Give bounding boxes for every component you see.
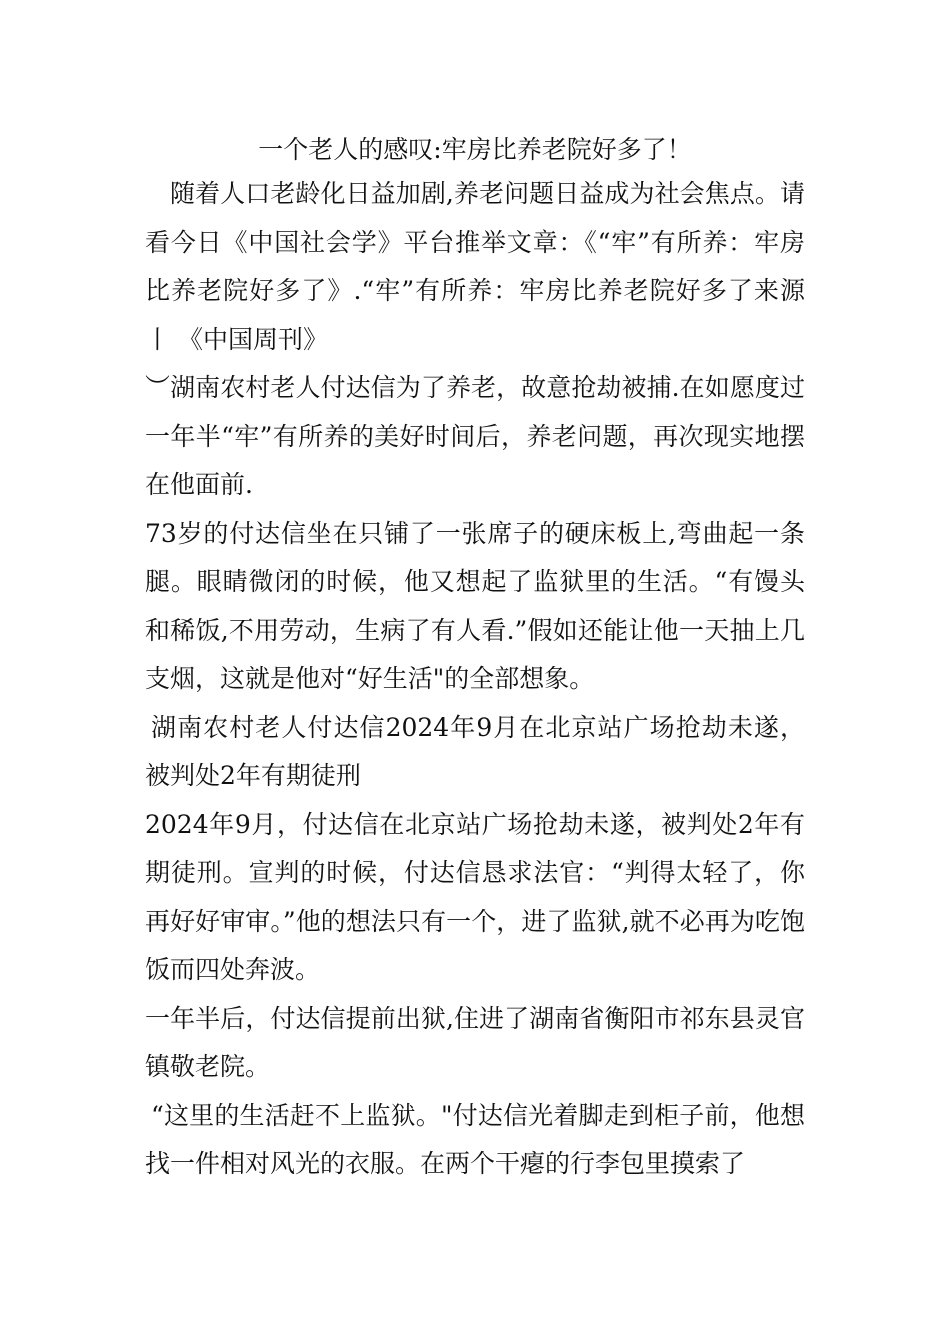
paragraph-prison-life: 73岁的付达信坐在只铺了一张席子的硬床板上,弯曲起一条腿。眼睛微闭的时候，他又想起了监狱里的生活。“有馒头和稀饭,不用劳动，生病了有人看.”假如还能让他一天抽上几支烟，这就是他对“好生活"的全部想象。 (145, 518, 805, 693)
paragraph-summary: ︶湖南农村老人付达信为了养老，故意抢劫被捕.在如愿度过一年半“牢”有所养的美好时间后，养老问题，再次现实地摆在他面前. (145, 373, 805, 499)
paragraph-sentence: 2024年9月，付达信在北京站广场抢劫未遂，被判处2年有期徒刑。宣判的时候，付达信恳求法官：“判得太轻了，你再好好审审。”他的想法只有一个，进了监狱,就不必再为吃饱饭而四处奔波。 (145, 809, 805, 984)
paragraph-intro: 随着人口老龄化日益加剧,养老问题日益成为社会焦点。请看今日《中国社会学》平台推举文章：《“牢”有所养：牢房比养老院好多了》.“牢”有所养：牢房比养老院好多了来源 丨 《中国周刊》 (145, 179, 805, 354)
paragraph-caption: 湖南农村老人付达信2024年9月在北京站广场抢劫未遂，被判处2年有期徒刑 (145, 712, 805, 790)
paragraph-nursing-home: “这里的生活赶不上监狱。"付达信光着脚走到柜子前，他想找一件相对风光的衣服。在两个干瘪的行李包里摸索了 (145, 1100, 805, 1178)
document-body (145, 170, 805, 1189)
paragraph-release: 一年半后，付达信提前出狱,住进了湖南省衡阳市祁东县灵官镇敬老院。 (145, 1003, 805, 1081)
document-title: 一个老人的感叹:牢房比养老院好多了！ (258, 135, 692, 164)
